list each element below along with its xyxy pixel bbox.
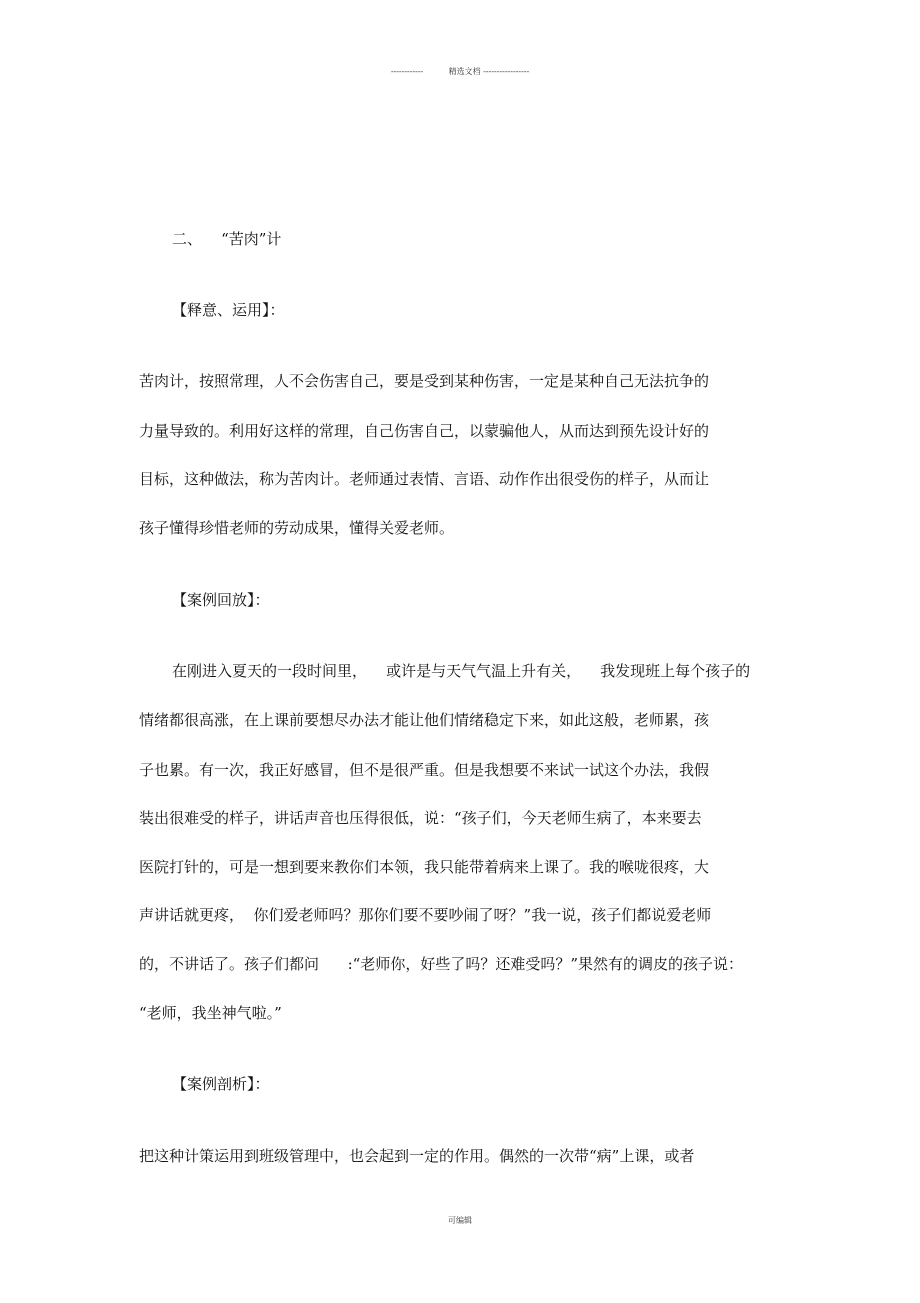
- paragraph-line: 目标，这种做法，称为苦肉计。老师通过表情、言语、动作作出很受伤的样子，从而让: [139, 470, 710, 488]
- paragraph-line: 装出很难受的样子，讲话声音也压得很低，说：“孩子们，今天老师生病了，本来要去: [139, 809, 702, 827]
- paragraph-line: 在刚进入夏天的一段时间里， 或许是与天气气温上升有关， 我发现班上每个孩子的: [172, 662, 751, 680]
- paragraph-line: 孩子懂得珍惜老师的劳动成果，懂得关爱老师。: [139, 519, 455, 537]
- heading-analysis: 【案例剖析】：: [172, 1075, 270, 1093]
- paragraph-line: 的，不讲话了。孩子们都问 :“老师你，好些了吗？还难受吗？”果然有的调皮的孩子说：: [139, 955, 744, 973]
- heading-meaning: 【释意、运用】：: [172, 301, 285, 319]
- paragraph-line: 力量导致的。利用好这样的常理，自己伤害自己，以蒙骗他人，从而达到预先设计好的: [139, 422, 710, 440]
- paragraph-line: 把这种计策运用到班级管理中，也会起到一定的作用。偶然的一次带“病”上课，或者: [139, 1147, 695, 1165]
- paragraph-line: 医院打针的，可是一想到要来教你们本领，我只能带着病来上课了。我的喉咙很疼，大: [139, 858, 710, 876]
- paragraph-line: 声讲话就更疼， 你们爱老师吗？那你们要不要吵闹了呀？”我一说，孩子们都说爱老师: [139, 906, 712, 924]
- heading-case: 【案例回放】：: [172, 591, 270, 609]
- paragraph-line: “老师，我坐神气啦。”: [139, 1004, 282, 1022]
- paragraph-line: 苦肉计，按照常理，人不会伤害自己，要是受到某种伤害，一定是某种自己无法抗争的: [139, 372, 710, 390]
- paragraph-line: 子也累。有一次，我正好感冒，但不是很严重。但是我想要不来试一试这个办法，我假: [139, 761, 710, 779]
- paragraph-line: 情绪都很高涨，在上课前要想尽办法才能让他们情绪稳定下来，如此这般，老师累，孩: [139, 711, 710, 729]
- section-title: 二、 “苦肉”计: [172, 230, 282, 248]
- page-footer: 可编辑: [448, 1216, 472, 1225]
- page-header: ------------ 精选文档 -----------------: [390, 67, 530, 76]
